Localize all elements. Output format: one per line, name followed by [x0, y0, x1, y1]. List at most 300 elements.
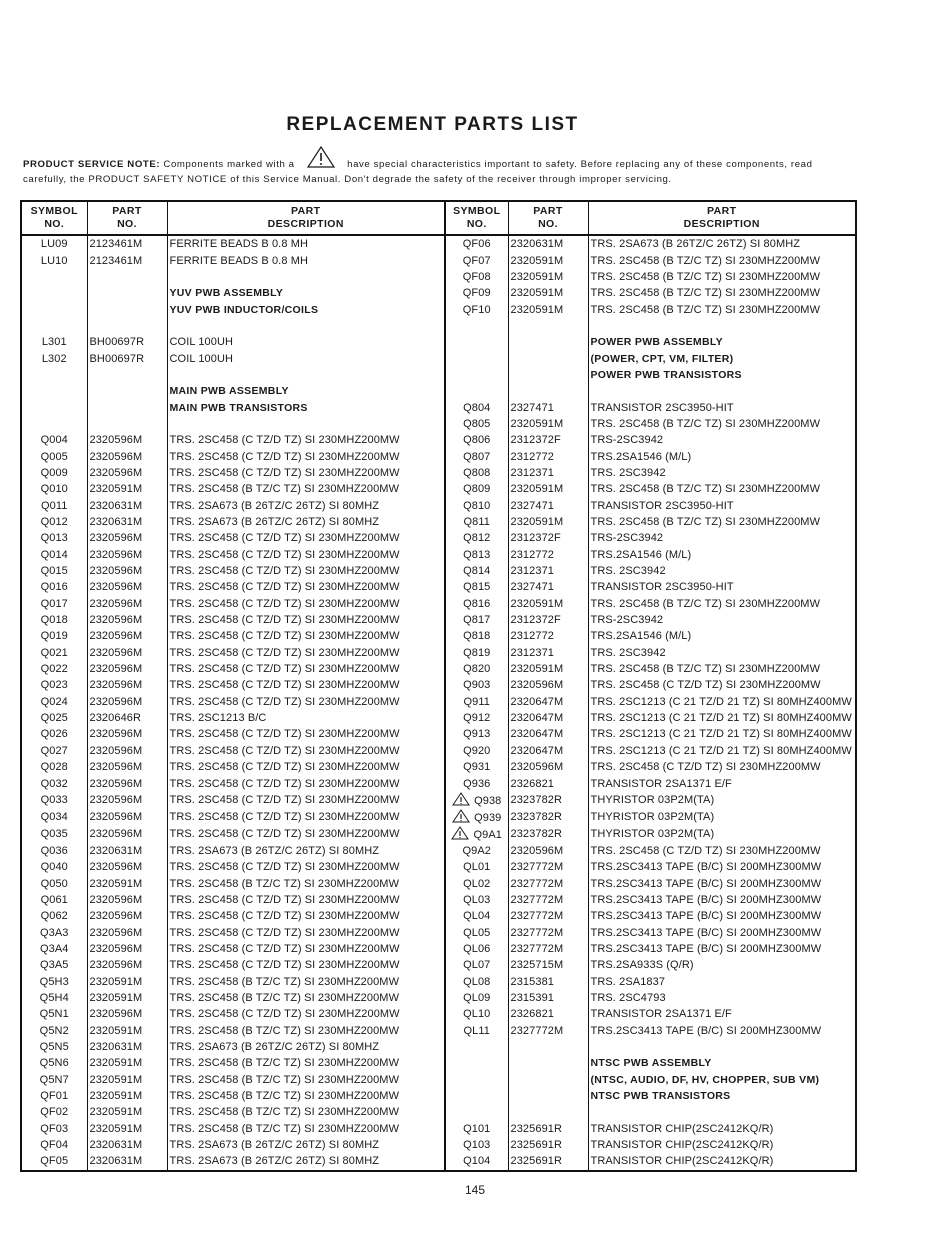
part-no-right — [508, 235, 588, 252]
part-no-right-text: 2312772 — [510, 548, 555, 561]
part-no-right-text: 2327772M — [510, 1024, 564, 1037]
part-no-right-text: 2320647M — [510, 712, 564, 725]
description-left — [167, 892, 445, 908]
description-left-text: TRS. 2SC458 (C TZ/D TZ) SI 230MHZ200MW — [169, 532, 400, 545]
description-right — [588, 759, 856, 775]
symbol-left — [21, 1039, 87, 1055]
description-right — [588, 1088, 856, 1104]
part-no-left — [87, 843, 167, 859]
table-header-row — [21, 201, 856, 235]
description-right — [588, 252, 856, 268]
symbol-right-text: Q810 — [463, 499, 491, 512]
description-left — [167, 432, 445, 448]
symbol-left-text: QF04 — [40, 1139, 69, 1152]
part-no-left — [87, 1022, 167, 1038]
symbol-left-text: Q035 — [40, 828, 68, 841]
table-row — [21, 252, 856, 268]
part-no-right-text: 2312372F — [510, 532, 561, 545]
part-no-left — [87, 383, 167, 399]
description-left — [167, 1039, 445, 1055]
part-no-left — [87, 252, 167, 268]
symbol-left — [21, 941, 87, 957]
safety-warning-icon — [451, 826, 469, 840]
part-no-left-text: 2320596M — [89, 466, 143, 479]
part-no-left — [87, 924, 167, 940]
symbol-left — [21, 1006, 87, 1022]
description-right — [588, 892, 856, 908]
part-no-left-text: 2320631M — [89, 1155, 143, 1168]
part-no-right-text: 2320647M — [510, 728, 564, 741]
part-no-left — [87, 416, 167, 432]
table-row — [21, 285, 856, 301]
part-no-left-text: 2320596M — [89, 695, 143, 708]
description-left — [167, 285, 445, 301]
description-left-text: TRS. 2SA673 (B 26TZ/C 26TZ) SI 80MHZ — [169, 516, 380, 529]
symbol-left-text: Q5N6 — [39, 1057, 69, 1070]
description-left — [167, 579, 445, 595]
description-left-text: TRS. 2SC458 (C TZ/D TZ) SI 230MHZ200MW — [169, 861, 400, 874]
description-left-text: TRS. 2SC458 (C TZ/D TZ) SI 230MHZ200MW — [169, 581, 400, 594]
description-right — [588, 908, 856, 924]
symbol-right-text: Q903 — [463, 679, 491, 692]
part-no-left-text: 2320591M — [89, 1057, 143, 1070]
symbol-left-text: Q026 — [40, 728, 68, 741]
description-left-text: YUV PWB ASSEMBLY — [169, 287, 284, 300]
symbol-right-text: Q920 — [463, 744, 491, 757]
symbol-right — [445, 661, 508, 677]
description-left-text: TRS. 2SC458 (B TZ/C TZ) SI 230MHZ200MW — [169, 991, 400, 1004]
description-left-text: TRS. 2SC458 (C TZ/D TZ) SI 230MHZ200MW — [169, 466, 400, 479]
table-row — [21, 990, 856, 1006]
description-right-text: POWER PWB TRANSISTORS — [590, 368, 742, 381]
symbol-left — [21, 432, 87, 448]
symbol-left-text: Q016 — [40, 581, 68, 594]
symbol-left-text: Q034 — [40, 811, 68, 824]
symbol-right-text: QL02 — [463, 877, 491, 890]
description-right — [588, 596, 856, 612]
part-no-right-text: 2320591M — [510, 270, 564, 283]
part-no-right — [508, 269, 588, 285]
part-no-left — [87, 530, 167, 546]
description-left — [167, 809, 445, 826]
description-right — [588, 579, 856, 595]
part-no-right-text: 2312372F — [510, 434, 561, 447]
part-no-right-text: 2325691R — [510, 1139, 563, 1152]
table-row — [21, 416, 856, 432]
part-no-right-text: 2320596M — [510, 844, 564, 857]
part-no-right — [508, 612, 588, 628]
symbol-left-text: Q024 — [40, 695, 68, 708]
part-no-right-text: 2315381 — [510, 975, 555, 988]
description-right — [588, 645, 856, 661]
symbol-right-text: QF06 — [462, 238, 491, 251]
description-right — [588, 448, 856, 464]
part-no-right-text: 2312772 — [510, 450, 555, 463]
description-right-text: TRS. 2SC458 (C TZ/D TZ) SI 230MHZ200MW — [590, 761, 821, 774]
part-no-right — [508, 530, 588, 546]
part-no-left-text: 2320591M — [89, 483, 143, 496]
part-no-left-text: 2320596M — [89, 910, 143, 923]
symbol-right — [445, 235, 508, 252]
description-left — [167, 1088, 445, 1104]
part-no-left-text: 2320596M — [89, 581, 143, 594]
symbol-left-text: LU10 — [40, 254, 68, 267]
part-no-right — [508, 514, 588, 530]
description-right — [588, 235, 856, 252]
part-no-left-text: BH00697R — [89, 336, 145, 349]
symbol-left — [21, 285, 87, 301]
symbol-right-text: QF07 — [462, 254, 491, 267]
part-no-right — [508, 694, 588, 710]
part-no-left-text: 2320596M — [89, 597, 143, 610]
symbol-right — [445, 843, 508, 859]
symbol-left-text: Q5H4 — [39, 991, 69, 1004]
symbol-right-text: QL08 — [463, 975, 491, 988]
description-left — [167, 252, 445, 268]
description-right-text: TRS. 2SC458 (B TZ/C TZ) SI 230MHZ200MW — [590, 287, 821, 300]
part-no-right-text: 2327471 — [510, 499, 555, 512]
symbol-left — [21, 710, 87, 726]
part-no-left — [87, 547, 167, 563]
parts-table — [20, 200, 857, 1172]
symbol-left — [21, 743, 87, 759]
description-right-text: TRS. 2SC458 (B TZ/C TZ) SI 230MHZ200MW — [590, 516, 821, 529]
symbol-right-text: Q809 — [463, 483, 491, 496]
symbol-right-text: QL07 — [463, 959, 491, 972]
part-no-right-text: 2327471 — [510, 401, 555, 414]
part-no-right-text: 2325715M — [510, 959, 564, 972]
part-no-left — [87, 465, 167, 481]
description-left — [167, 1006, 445, 1022]
description-right — [588, 710, 856, 726]
description-right — [588, 1153, 856, 1170]
symbol-left-text: QF02 — [40, 1106, 69, 1119]
symbol-right-text: Q818 — [463, 630, 491, 643]
description-left — [167, 759, 445, 775]
part-no-left-text: 2320596M — [89, 679, 143, 692]
symbol-left-text: Q021 — [40, 646, 68, 659]
table-row — [21, 892, 856, 908]
part-no-left-text: 2320631M — [89, 516, 143, 529]
description-right-text: TRANSISTOR 2SC3950-HIT — [590, 499, 734, 512]
part-no-left-text: 2320596M — [89, 663, 143, 676]
description-right-text: TRS. 2SC1213 (C 21 TZ/D 21 TZ) SI 80MHZ400MW — [590, 744, 852, 757]
part-no-left-text: 2320596M — [89, 1008, 143, 1021]
table-row — [21, 1055, 856, 1071]
symbol-left-text: Q5N1 — [39, 1008, 69, 1021]
symbol-right — [445, 612, 508, 628]
part-no-left — [87, 563, 167, 579]
description-right — [588, 432, 856, 448]
part-no-right — [508, 416, 588, 432]
table-row — [21, 235, 856, 252]
part-no-right — [508, 743, 588, 759]
description-right-text: TRS. 2SC4793 — [590, 991, 666, 1004]
part-no-left-text: 2320591M — [89, 1122, 143, 1135]
symbol-left — [21, 448, 87, 464]
part-no-left — [87, 628, 167, 644]
table-row — [21, 859, 856, 875]
part-no-right — [508, 759, 588, 775]
description-right — [588, 826, 856, 843]
description-left — [167, 1121, 445, 1137]
description-left-text: YUV PWB INDUCTOR/COILS — [169, 303, 319, 316]
description-left — [167, 645, 445, 661]
description-left-text: TRS. 2SC458 (C TZ/D TZ) SI 230MHZ200MW — [169, 942, 400, 955]
part-no-right-text: 2320591M — [510, 303, 564, 316]
description-right — [588, 530, 856, 546]
description-right-text: TRANSISTOR CHIP(2SC2412KQ/R) — [590, 1139, 774, 1152]
description-left — [167, 367, 445, 383]
table-row — [21, 596, 856, 612]
description-right-text: TRS. 2SA673 (B 26TZ/C 26TZ) SI 80MHZ — [590, 238, 801, 251]
description-left — [167, 1022, 445, 1038]
description-left-text: TRS. 2SC458 (B TZ/C TZ) SI 230MHZ200MW — [169, 483, 400, 496]
part-no-right-text: 2320591M — [510, 417, 564, 430]
part-no-left-text: 2320596M — [89, 565, 143, 578]
part-no-left — [87, 677, 167, 693]
symbol-left-text: Q050 — [40, 877, 68, 890]
symbol-right — [445, 399, 508, 415]
description-left-text: TRS. 2SC458 (B TZ/C TZ) SI 230MHZ200MW — [169, 1090, 400, 1103]
symbol-right-text: Q804 — [463, 401, 491, 414]
symbol-right — [445, 775, 508, 791]
symbol-left-text: Q017 — [40, 597, 68, 610]
part-no-left — [87, 694, 167, 710]
part-no-left — [87, 1006, 167, 1022]
part-no-left-text: 2123461M — [89, 254, 143, 267]
symbol-left-text: Q022 — [40, 663, 68, 676]
part-no-left — [87, 775, 167, 791]
description-right-text: TRS.2SC3413 TAPE (B/C) SI 200MHZ300MW — [590, 926, 822, 939]
description-left-text: TRS. 2SC458 (C TZ/D TZ) SI 230MHZ200MW — [169, 777, 400, 790]
symbol-left — [21, 990, 87, 1006]
description-right — [588, 957, 856, 973]
part-no-left-text: 2320631M — [89, 499, 143, 512]
page-number: 145 — [464, 1183, 486, 1197]
part-no-left-text: 2320596M — [89, 761, 143, 774]
table-row — [21, 432, 856, 448]
part-no-right-text: 2323782R — [510, 828, 563, 841]
warning-triangle-icon — [306, 150, 336, 170]
table-row — [21, 465, 856, 481]
symbol-left-text: Q009 — [40, 466, 68, 479]
symbol-right — [445, 1072, 508, 1088]
part-no-right — [508, 448, 588, 464]
symbol-right — [445, 645, 508, 661]
symbol-left-text: QF01 — [40, 1090, 69, 1103]
symbol-left-text: Q3A5 — [39, 959, 69, 972]
symbol-right — [445, 301, 508, 317]
part-no-left — [87, 498, 167, 514]
description-right-text: NTSC PWB TRANSISTORS — [590, 1090, 731, 1103]
part-no-right — [508, 661, 588, 677]
description-left-text: TRS. 2SC458 (C TZ/D TZ) SI 230MHZ200MW — [169, 434, 400, 447]
part-no-left-text: 2320596M — [89, 811, 143, 824]
part-no-right-text: 2312371 — [510, 646, 555, 659]
part-no-right-text: 2326821 — [510, 1008, 555, 1021]
part-no-left-text: 2320596M — [89, 630, 143, 643]
parts-table-body — [21, 235, 856, 1171]
symbol-left-text: Q036 — [40, 844, 68, 857]
description-right — [588, 792, 856, 809]
description-right-text: TRS. 2SC1213 (C 21 TZ/D 21 TZ) SI 80MHZ400MW — [590, 728, 852, 741]
part-no-left-text: 2320596M — [89, 828, 143, 841]
part-no-left-text: 2320631M — [89, 1040, 143, 1053]
note-lead: PRODUCT SERVICE NOTE: — [23, 159, 161, 170]
description-right-text: TRS.2SC3413 TAPE (B/C) SI 200MHZ300MW — [590, 942, 822, 955]
symbol-right — [445, 416, 508, 432]
part-no-right-text: 2327772M — [510, 926, 564, 939]
symbol-right — [445, 990, 508, 1006]
part-no-left-text: 2320596M — [89, 959, 143, 972]
symbol-right — [445, 924, 508, 940]
description-right-text: TRS.2SC3413 TAPE (B/C) SI 200MHZ300MW — [590, 861, 822, 874]
description-right-text: TRS.2SA933S (Q/R) — [590, 959, 694, 972]
description-left — [167, 383, 445, 399]
symbol-right — [445, 318, 508, 334]
description-right-text: TRS. 2SC458 (B TZ/C TZ) SI 230MHZ200MW — [590, 663, 821, 676]
symbol-right — [445, 563, 508, 579]
symbol-left-text: Q025 — [40, 712, 68, 725]
symbol-right — [445, 677, 508, 693]
part-no-left — [87, 1039, 167, 1055]
col-header-part-left: PART NO. — [87, 201, 167, 235]
table-row — [21, 677, 856, 693]
symbol-left — [21, 726, 87, 742]
table-row — [21, 826, 856, 843]
description-right — [588, 1104, 856, 1120]
part-no-right-text: 2327471 — [510, 581, 555, 594]
part-no-left — [87, 710, 167, 726]
description-right — [588, 924, 856, 940]
description-right — [588, 859, 856, 875]
part-no-right-text: 2320631M — [510, 238, 564, 251]
description-left-text: TRS. 2SC458 (C TZ/D TZ) SI 230MHZ200MW — [169, 450, 400, 463]
part-no-left-text: 2320596M — [89, 744, 143, 757]
table-row — [21, 1137, 856, 1153]
description-left-text: COIL 100UH — [169, 352, 234, 365]
part-no-right-text: 2320596M — [510, 761, 564, 774]
part-no-left — [87, 973, 167, 989]
part-no-right — [508, 252, 588, 268]
table-row — [21, 809, 856, 826]
symbol-right — [445, 481, 508, 497]
description-left-text: TRS. 2SC458 (B TZ/C TZ) SI 230MHZ200MW — [169, 975, 400, 988]
part-no-left — [87, 645, 167, 661]
symbol-right — [445, 892, 508, 908]
description-left-text: TRS. 2SC458 (C TZ/D TZ) SI 230MHZ200MW — [169, 548, 400, 561]
description-left-text: TRS. 2SC458 (C TZ/D TZ) SI 230MHZ200MW — [169, 1008, 400, 1021]
description-right-text: NTSC PWB ASSEMBLY — [590, 1057, 712, 1070]
symbol-right — [445, 1022, 508, 1038]
symbol-right-text: Q9A2 — [462, 844, 492, 857]
description-right-text: TRS. 2SC458 (B TZ/C TZ) SI 230MHZ200MW — [590, 270, 821, 283]
description-left-text: TRS. 2SC458 (C TZ/D TZ) SI 230MHZ200MW — [169, 646, 400, 659]
description-right-text: TRS.2SA1546 (M/L) — [590, 450, 692, 463]
symbol-left-text: Q019 — [40, 630, 68, 643]
symbol-right-text: Q811 — [463, 516, 490, 529]
part-no-right-text: 2325691R — [510, 1122, 563, 1135]
description-left-text: TRS. 2SC458 (C TZ/D TZ) SI 230MHZ200MW — [169, 728, 400, 741]
part-no-right-text: 2323782R — [510, 794, 563, 807]
description-right — [588, 875, 856, 891]
part-no-right — [508, 1137, 588, 1153]
description-left — [167, 596, 445, 612]
part-no-right-text: 2327772M — [510, 942, 564, 955]
symbol-left-text: Q5H3 — [39, 975, 69, 988]
part-no-right — [508, 465, 588, 481]
symbol-right — [445, 809, 508, 826]
part-no-right-text: 2320591M — [510, 483, 564, 496]
description-left-text: TRS. 2SC458 (B TZ/C TZ) SI 230MHZ200MW — [169, 1057, 400, 1070]
symbol-right — [445, 710, 508, 726]
symbol-left-text: Q013 — [40, 532, 68, 545]
symbol-left — [21, 530, 87, 546]
table-row — [21, 334, 856, 350]
table-row — [21, 367, 856, 383]
description-right — [588, 743, 856, 759]
symbol-right — [445, 1055, 508, 1071]
symbol-left — [21, 383, 87, 399]
table-row — [21, 1088, 856, 1104]
part-no-right — [508, 924, 588, 940]
symbol-left-text: QF05 — [40, 1155, 69, 1168]
symbol-left — [21, 645, 87, 661]
symbol-right — [445, 465, 508, 481]
part-no-right-text: 2327772M — [510, 877, 564, 890]
symbol-left — [21, 809, 87, 826]
description-left — [167, 399, 445, 415]
part-no-left-text: 2320596M — [89, 434, 143, 447]
table-row — [21, 759, 856, 775]
part-no-left-text: 2320596M — [89, 861, 143, 874]
description-left — [167, 1072, 445, 1088]
description-right-text: TRANSISTOR 2SA1371 E/F — [590, 777, 732, 790]
description-right-text: TRS. 2SC1213 (C 21 TZ/D 21 TZ) SI 80MHZ400MW — [590, 712, 852, 725]
description-right-text: TRS. 2SC458 (C TZ/D TZ) SI 230MHZ200MW — [590, 844, 821, 857]
symbol-left — [21, 957, 87, 973]
part-no-right — [508, 892, 588, 908]
part-no-right-text: 2320591M — [510, 597, 564, 610]
description-left-text: TRS. 2SC458 (C TZ/D TZ) SI 230MHZ200MW — [169, 744, 400, 757]
description-right — [588, 301, 856, 317]
symbol-left-text: Q027 — [40, 744, 68, 757]
symbol-right-text: QL05 — [463, 926, 491, 939]
description-left — [167, 301, 445, 317]
description-right — [588, 498, 856, 514]
table-row — [21, 383, 856, 399]
symbol-right — [445, 792, 508, 809]
description-right — [588, 318, 856, 334]
description-left — [167, 547, 445, 563]
description-left-text: TRS. 2SC458 (C TZ/D TZ) SI 230MHZ200MW — [169, 959, 400, 972]
table-row — [21, 612, 856, 628]
part-no-left — [87, 612, 167, 628]
description-left — [167, 843, 445, 859]
description-right-text: TRS.2SC3413 TAPE (B/C) SI 200MHZ300MW — [590, 1024, 822, 1037]
part-no-left — [87, 350, 167, 366]
description-right — [588, 1039, 856, 1055]
symbol-right-text: Q820 — [463, 663, 491, 676]
symbol-left — [21, 1072, 87, 1088]
symbol-right-text: Q911 — [463, 695, 490, 708]
description-right — [588, 775, 856, 791]
description-left — [167, 908, 445, 924]
symbol-left-text: Q014 — [40, 548, 68, 561]
symbol-left — [21, 498, 87, 514]
symbol-left — [21, 465, 87, 481]
